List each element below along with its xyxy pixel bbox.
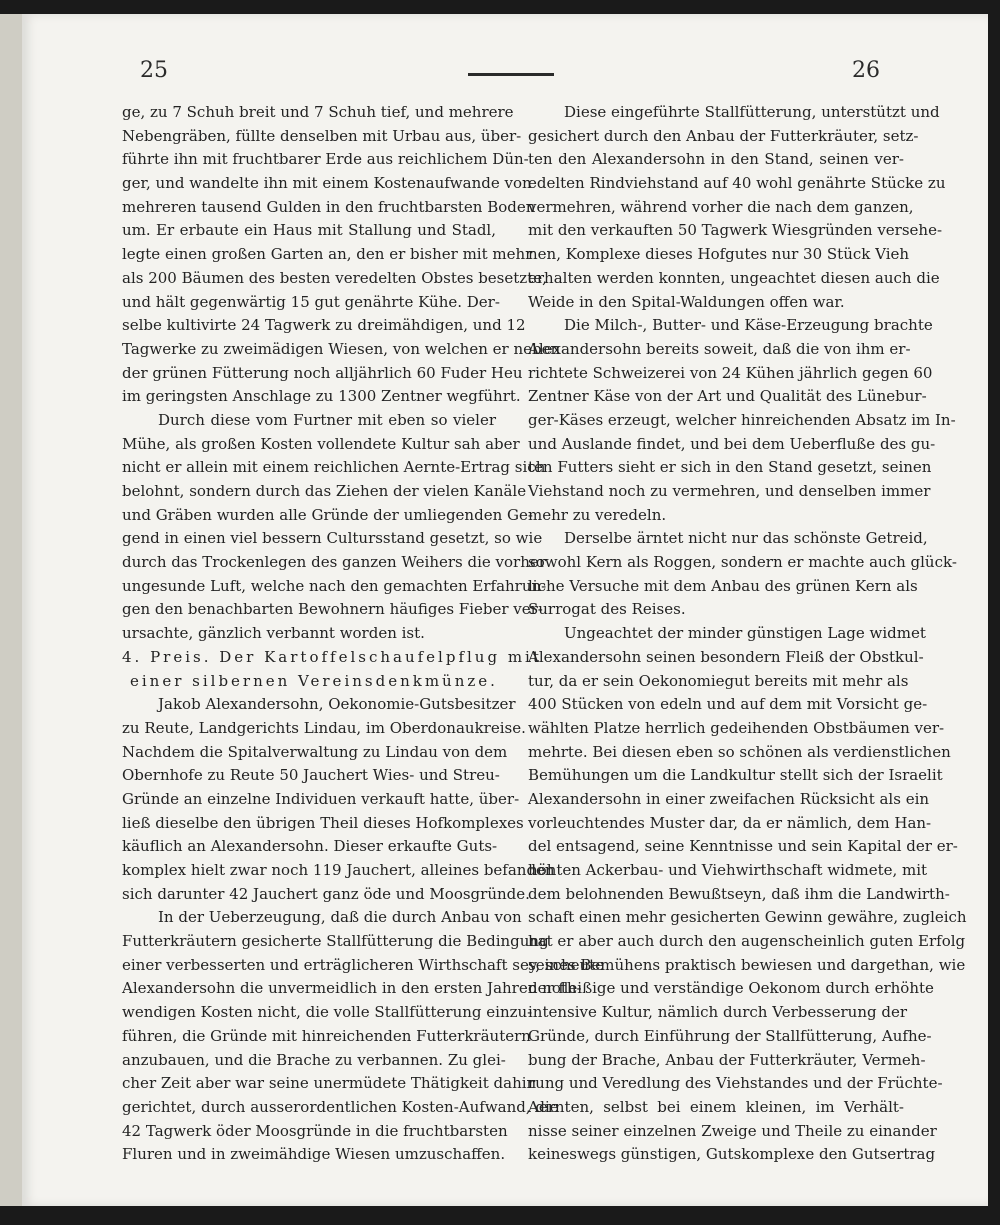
right-text-column	[528, 101, 967, 1167]
text-line: cher Zeit aber war seine unermüdete Thätigkeit dahin	[122, 1074, 537, 1093]
text-line: nisse seiner einzelnen Zweige und Theile zu einander	[528, 1121, 937, 1140]
text-line: mehrte. Bei diesen eben so schönen als verdienstlichen	[528, 742, 951, 761]
text-line: selbe kultivirte 24 Tagwerk zu dreimähdigen, und 12	[122, 316, 526, 335]
text-line: Derselbe ärntet nicht nur das schönste Getreid,	[564, 529, 928, 548]
left-page-number: 25	[140, 58, 168, 83]
text-line: ten Futters sieht er sich in den Stand gesetzt, seinen	[528, 458, 932, 477]
text-line: In der Ueberzeugung, daß die durch Anbau von	[158, 908, 522, 927]
text-line: im geringsten Anschlage zu 1300 Zentner wegführt.	[122, 387, 521, 406]
text-line: Surrogat des Reises.	[528, 600, 686, 619]
text-line: gend in einen viel bessern Cultursstand gesetzt, so wie	[122, 529, 543, 548]
text-line: vorleuchtendes Muster dar, da er nämlich, dem Han-	[528, 813, 932, 832]
text-line: erhalten werden konnten, ungeachtet diesen auch die	[528, 268, 940, 287]
text-line: richtete Schweizerei von 24 Kühen jährlich gegen 60	[528, 363, 933, 382]
text-line: Nachdem die Spitalverwaltung zu Lindau von dem	[122, 742, 508, 761]
text-line: der fleißige und verständige Oekonom durch erhöhte	[528, 979, 934, 998]
text-line: Diese eingeführte Stallfütterung, unterstützt und	[564, 103, 940, 121]
text-line: Aernten, selbst bei einem kleinen, im Verhält-	[528, 1097, 904, 1116]
text-line: Weide in den Spital-Waldungen offen war.	[528, 292, 845, 311]
text-line: ge, zu 7 Schuh breit und 7 Schuh tief, und mehrere	[122, 103, 514, 121]
text-line: sich darunter 42 Jauchert ganz öde und Moosgründe.	[122, 884, 530, 903]
text-line: liche Versuche mit dem Anbau des grünen Kern als	[528, 576, 918, 595]
text-line: einer verbesserten und erträglicheren Wirthschaft sey, scheute	[122, 955, 605, 974]
text-line: wendigen Kosten nicht, die volle Stallfütterung einzu-	[122, 1003, 533, 1022]
text-line: durch das Trockenlegen des ganzen Weihers die vorher	[122, 553, 546, 572]
text-line: Gründe, durch Einführung der Stallfütterung, Aufhe-	[528, 1026, 932, 1045]
text-line: Mühe, als großen Kosten vollendete Kultur sah aber	[122, 434, 520, 453]
text-line: Nebengräben, füllte denselben mit Urbau aus, über-	[122, 126, 522, 145]
text-line: Jakob Alexandersohn, Oekonomie-Gutsbesitzer	[158, 695, 516, 714]
text-line: 400 Stücken von edeln und auf dem mit Vorsicht ge-	[528, 695, 928, 714]
text-line: gesichert durch den Anbau der Futterkräuter, setz-	[528, 126, 919, 145]
text-line: nicht er allein mit einem reichlichen Aernte-Ertrag sich	[122, 458, 546, 477]
text-line: und Auslande findet, und bei dem Ueberfluße des gu-	[528, 434, 936, 453]
text-line: legte einen großen Garten an, den er bisher mit mehr	[122, 245, 533, 264]
text-line: Fluren und in zweimähdige Wiesen umzuschaffen.	[122, 1145, 506, 1164]
text-line: Alexandersohn die unvermeidlich in den ersten Jahren noth-	[122, 979, 582, 998]
text-line: Alexandersohn seinen besondern Fleiß der Obstkul-	[528, 647, 924, 666]
text-line: wählten Platze herrlich gedeihenden Obstbäumen ver-	[528, 718, 945, 737]
text-line: komplex hielt zwar noch 119 Jauchert, alleines befanden	[122, 861, 555, 879]
text-line: intensive Kultur, nämlich durch Verbesserung der	[528, 1003, 907, 1022]
text-line: keineswegs günstigen, Gutskomplexe den Gutsertrag	[528, 1145, 936, 1164]
text-line: ungesunde Luft, welche nach den gemachten Erfahrun-	[122, 576, 547, 595]
text-line: zu Reute, Landgerichts Lindau, im Oberdonaukreise.	[122, 718, 526, 737]
text-line: und Gräben wurden alle Gründe der umliegenden Ge-	[122, 505, 533, 524]
text-line: Futterkräutern gesicherte Stallfütterung die Bedingung	[122, 932, 549, 951]
text-line: gen den benachbarten Bewohnern häufiges Fieber ver-	[122, 600, 543, 619]
right-page-number: 26	[852, 58, 880, 83]
text-line: Alexandersohn in einer zweifachen Rücksicht als ein	[528, 789, 930, 808]
text-line: Zentner Käse von der Art und Qualität des Lünebur-	[528, 387, 927, 406]
text-line: schaft einen mehr gesicherten Gewinn gewähre, zugleich	[528, 908, 967, 927]
text-line: Tagwerke zu zweimädigen Wiesen, von welchen er neben	[122, 339, 561, 358]
text-line: Durch diese vom Furtner mit eben so vieler	[158, 410, 496, 429]
text-line: nen, Komplexe dieses Hofgutes nur 30 Stück Vieh	[528, 245, 910, 264]
text-line: Bemühungen um die Landkultur stellt sich der Israelit	[528, 766, 943, 785]
text-line: Viehstand noch zu vermehren, und denselben immer	[528, 482, 931, 500]
text-line: Gründe an einzelne Individuen verkauft hatte, über-	[122, 789, 520, 808]
text-line: höhten Ackerbau- und Viehwirthschaft widmete, mit	[528, 861, 928, 879]
scan-border	[0, 1206, 1000, 1225]
text-line: Die Milch-, Butter- und Käse-Erzeugung brachte	[564, 316, 933, 335]
text-line: als 200 Bäumen des besten veredelten Obstes besetzte,	[122, 268, 547, 287]
text-line: führen, die Gründe mit hinreichenden Futterkräutern	[122, 1026, 531, 1045]
text-line: hat er aber auch durch den augenscheinlich guten Erfolg	[528, 932, 966, 951]
text-line: vermehren, während vorher die nach dem ganzen,	[528, 197, 914, 216]
text-line: ursachte, gänzlich verbannt worden ist.	[122, 624, 425, 643]
text-line: Ungeachtet der minder günstigen Lage widmet	[564, 624, 926, 643]
text-line: sowohl Kern als Roggen, sondern er machte auch glück-	[528, 553, 957, 572]
text-line: der grünen Fütterung noch alljährlich 60 Fuder Heu	[122, 363, 523, 382]
text-line: um. Er erbaute ein Haus mit Stallung und Stadl,	[122, 221, 496, 240]
text-line: Alexandersohn bereits soweit, daß die von ihm er-	[528, 339, 911, 358]
text-line: anzubauen, und die Brache zu verbannen. Zu glei-	[122, 1050, 506, 1069]
text-line: del entsagend, seine Kenntnisse und sein Kapital der er-	[528, 837, 958, 856]
text-line: ger, und wandelte ihn mit einem Kostenaufwande von	[122, 174, 532, 193]
text-line: edelten Rindviehstand auf 40 wohl genährte Stücke zu	[528, 174, 946, 193]
header-rule	[468, 73, 554, 76]
text-line: dem belohnenden Bewußtseyn, daß ihm die Landwirth-	[528, 884, 950, 903]
text-line: belohnt, sondern durch das Ziehen der vielen Kanäle	[122, 482, 527, 500]
text-line: gerichtet, durch ausserordentlichen Kosten-Aufwand, die	[122, 1097, 559, 1116]
text-line: seines Bemühens praktisch bewiesen und dargethan, wie	[528, 955, 966, 974]
text-line: rung und Veredlung des Viehstandes und der Früchte-	[528, 1074, 943, 1093]
text-line: 4. Preis. Der Kartoffelschaufelpflug mit	[122, 647, 542, 666]
text-line: bung der Brache, Anbau der Futterkräuter, Vermeh-	[528, 1050, 926, 1069]
text-line: und hält gegenwärtig 15 gut genährte Kühe. Der-	[122, 292, 500, 311]
text-line: führte ihn mit fruchtbarer Erde aus reichlichem Dün-	[122, 150, 529, 169]
text-line: einer silbernen Vereinsdenkmünze.	[130, 671, 498, 690]
text-line: käuflich an Alexandersohn. Dieser erkaufte Guts-	[122, 837, 498, 856]
text-line: ließ dieselbe den übrigen Theil dieses Hofkomplexes	[122, 813, 524, 832]
text-line: mehreren tausend Gulden in den fruchtbarsten Boden	[122, 197, 536, 216]
text-line: Obernhofe zu Reute 50 Jauchert Wies- und Streu-	[122, 766, 500, 785]
text-line: ten den Alexandersohn in den Stand, seinen ver-	[528, 150, 904, 169]
text-line: tur, da er sein Oekonomiegut bereits mit mehr als	[528, 671, 909, 690]
text-line: mehr zu veredeln.	[528, 505, 667, 524]
text-line: 42 Tagwerk öder Moosgründe in die fruchtbarsten	[122, 1121, 508, 1140]
text-line: ger-Käses erzeugt, welcher hinreichenden Absatz im In-	[528, 410, 956, 429]
text-line: mit den verkauften 50 Tagwerk Wiesgründen versehe-	[528, 221, 943, 240]
